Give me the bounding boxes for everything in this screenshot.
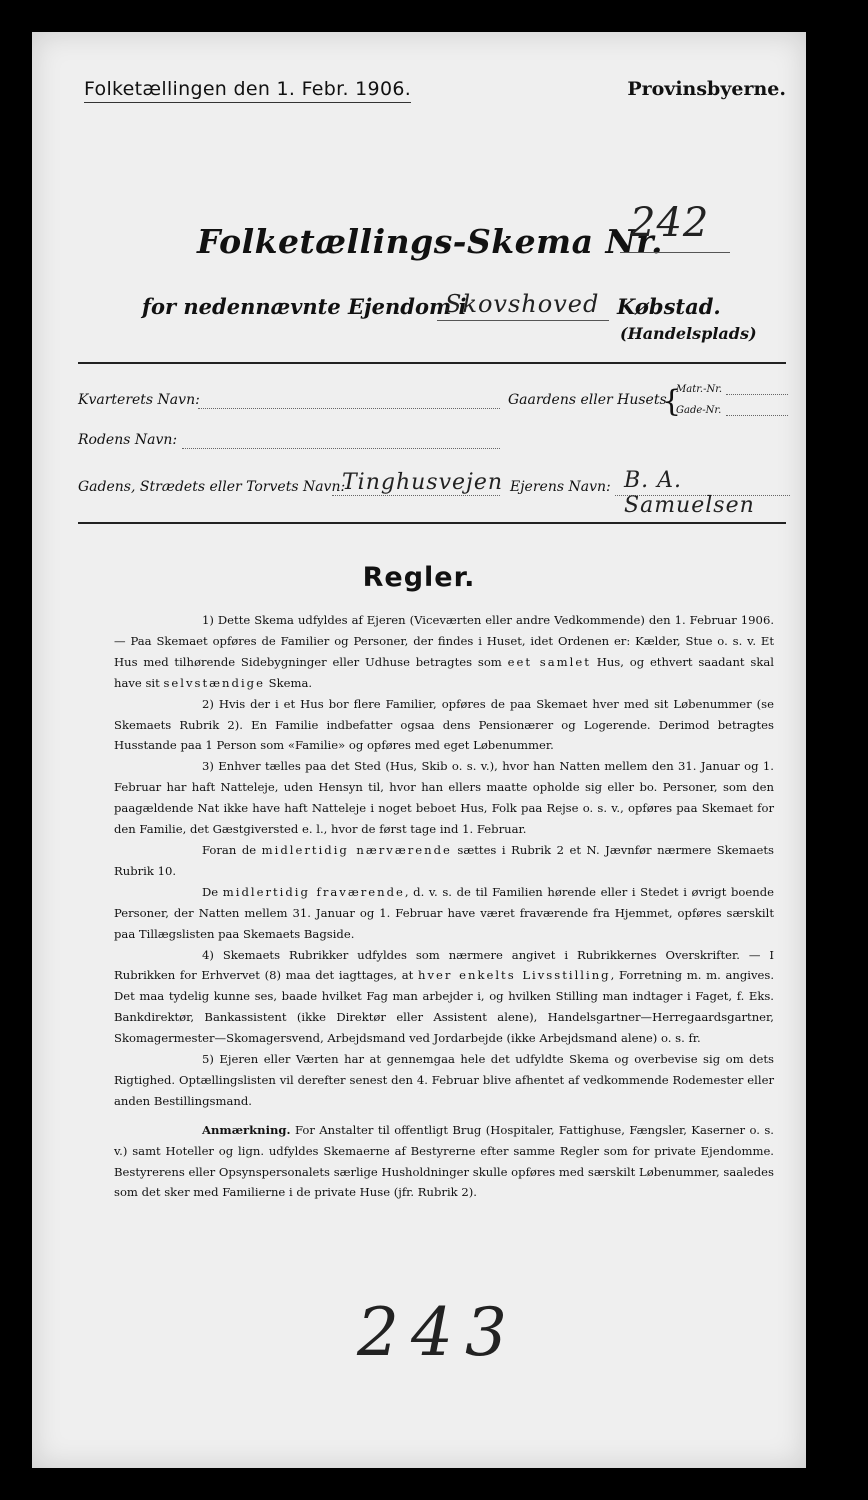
form-number-value: 242 xyxy=(630,200,710,246)
gade-value: Tinghusvejen xyxy=(342,470,504,495)
gade-nr-field xyxy=(726,405,788,416)
rules-text xyxy=(114,610,774,1203)
rule-3b: Foran de midlertidig nærværende sættes i Rubrik 2 et N. Jævnfør nærmere Skemaets Rubrik 10. xyxy=(114,842,774,878)
rule-5: 5) Ejeren eller Værten har at gennemgaa hele det udfyldte Skema og overbevise sig om dets Rigtighed. Optællingslisten vil derefter senest den 4. Februar blive afhentet af vedkommende Rodemester eller anden Bestillingsmand. xyxy=(114,1052,774,1108)
matr-field xyxy=(726,384,788,395)
gade-nr-label: Gade-Nr. xyxy=(676,405,722,416)
form-title: Folketællings-Skema Nr. xyxy=(197,222,663,261)
town-field xyxy=(437,290,609,321)
handwritten-page-number: 243 xyxy=(357,1294,519,1371)
gade-label: Gadens, Strædets eller Torvets Navn: xyxy=(78,479,346,495)
census-date-header: Folketællingen den 1. Febr. 1906. xyxy=(84,78,411,103)
rule-1: 1) Dette Skema udfyldes af Ejeren (Viceværten eller andre Vedkommende) den 1. Februar 1906. — Paa Skemaet opføres de Familier og Personer, der findes i Huset, idet Ordenen er: Kælder, Stue o. s. v. Et Hus med tilhørende Sidebygninger eller Udhuse betragtes som eet samlet Hus, og ethvert saadant skal have sit selvstændige Skema. xyxy=(114,613,774,690)
town-value: Skovshoved xyxy=(445,290,600,318)
census-form-sheet xyxy=(32,32,806,1468)
rule-3c: De midlertidig fraværende, d. v. s. de til Familien hørende eller i Stedet i øvrigt boende Personer, der Natten mellem 31. Januar og 1. Februar have været fraværende fra Hjemmet, opføres særskilt paa Tillægslisten paa Skemaets Bagside. xyxy=(114,884,774,941)
subtitle-prefix: for nedennævnte Ejendom i xyxy=(142,294,467,319)
rule-note: Anmærkning. For Anstalter til offentligt Brug (Hospitaler, Fattighuse, Fængsler, Kaserner o. s. v.) samt Hoteller og lign. udfyldes Skemaerne af Bestyrerne efter samme Regler som for private Ejendomme. Bestyrerens eller Opsynspersonalets særlige Husholdninger skulle opføres med særskilt Løbenummer, saaledes som det sker med Familierne i de private Huse (jfr. Rubrik 2). xyxy=(114,1122,774,1200)
subtitle-paren: (Handelsplads) xyxy=(620,324,757,343)
rule-4: 4) Skemaets Rubrikker udfyldes som nærmere angivet i Rubrikkernes Overskrifter. — I Rubrikken for Erhvervet (8) maa det iagttages, at hver enkelts Livsstilling, Forretning m. m. angives. Det maa tydelig kunne ses, baade hvilket Fag man arbejder i, og hvilken Stilling man indtager i Faget, f. Eks. Bankdirektør, Bankassistent (ikke Direktør eller Assistent alene), Handelsgartner—Herregaardsgartner, Skomagermester—Skomagersvend, Arbejdsmand ved Jordarbejde (ikke Arbejdsmand alene) o. s. fr. xyxy=(114,947,775,1046)
kvarter-field xyxy=(198,394,500,409)
province-header: Provinsbyerne. xyxy=(627,78,786,100)
divider-top xyxy=(78,362,786,364)
ejer-value: B. A. Samuelsen xyxy=(624,468,755,518)
rode-field xyxy=(182,434,500,449)
rules-title: Regler. xyxy=(362,562,476,593)
ejer-label: Ejerens Navn: xyxy=(510,479,611,495)
subtitle-suffix: Købstad. xyxy=(617,294,721,319)
form-number-field xyxy=(620,200,730,253)
divider-bottom xyxy=(78,522,786,524)
brace-symbol: { xyxy=(662,384,682,419)
rule-2: 2) Hvis der i et Hus bor flere Familier, opføres de paa Skemaet hver med sit Løbenummer (se Skemaets Rubrik 2). En Familie indbefatter ogsaa dens Pensionærer og Logerende. Derimod betragtes Husstande paa 1 Person som «Familie» og opføres med eget Løbenummer. xyxy=(114,696,774,753)
rode-label: Rodens Navn: xyxy=(78,432,178,448)
rule-3: 3) Enhver tælles paa det Sted (Hus, Skib o. s. v.), hvor han Natten mellem den 31. Januar og 1. Februar har haft Natteleje, uden Hensyn til, hvor han ellers maatte opholde sig eller bo. Personer, som den paagældende Nat ikke have haft Natteleje i noget beboet Hus, Folk paa Rejse o. s. v., opføres paa Skemaet for den Familie, det Gæstgiversted e. l., hvor de først tage ind 1. Februar. xyxy=(114,759,774,837)
matr-label: Matr.-Nr. xyxy=(676,384,723,395)
kvarter-label: Kvarterets Navn: xyxy=(78,392,200,408)
gaard-label: Gaardens eller Husets xyxy=(508,392,667,408)
